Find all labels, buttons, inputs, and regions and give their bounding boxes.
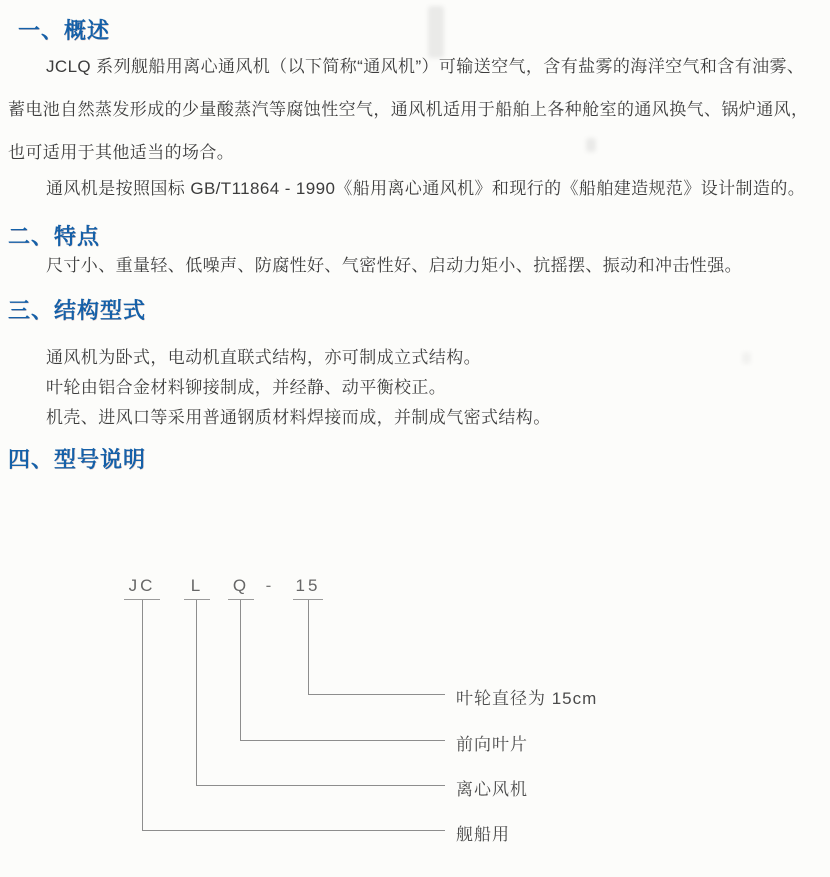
connector-line-15-horizontal <box>308 694 445 695</box>
connector-line-l-horizontal <box>196 785 445 786</box>
connector-line-q-horizontal <box>240 740 445 741</box>
model-code-part-15: 15 <box>293 576 323 600</box>
diagram-label-impeller-diameter: 叶轮直径为 15cm <box>456 689 598 708</box>
scan-artifact <box>586 138 596 152</box>
structure-item-3: 机壳、进风口等采用普通钢质材料焊接而成，并制成气密式结构。 <box>46 408 551 427</box>
diagram-label-centrifugal-fan: 离心风机 <box>456 780 528 799</box>
model-code-part-l: L <box>184 576 210 600</box>
section-heading-features: 二、特点 <box>8 224 101 249</box>
overview-paragraph-2: 通风机是按照国标 GB/T11864 - 1990《船用离心通风机》和现行的《船舶建造规范》设计制造的。 <box>46 179 806 198</box>
connector-line-15-vertical <box>308 600 309 694</box>
scan-artifact <box>428 6 444 58</box>
section-heading-structure: 三、结构型式 <box>8 298 147 323</box>
connector-line-jc-vertical <box>142 600 143 830</box>
model-code-diagram <box>0 560 830 877</box>
connector-line-l-vertical <box>196 600 197 785</box>
connector-line-q-vertical <box>240 600 241 740</box>
model-code-dash: - <box>265 576 275 595</box>
model-code-part-jc: JC <box>124 576 160 600</box>
model-code-part-q: Q <box>228 576 254 600</box>
section-heading-model: 四、型号说明 <box>8 447 147 472</box>
diagram-label-marine-use: 舰船用 <box>456 825 510 844</box>
connector-line-jc-horizontal <box>142 830 445 831</box>
diagram-label-forward-blade: 前向叶片 <box>456 735 528 754</box>
overview-paragraph-1: JCLQ 系列舰船用离心通风机（以下简称“通风机”）可输送空气，含有盐雾的海洋空气和含有油雾、蓄电池自然蒸发形成的少量酸蒸汽等腐蚀性空气，通风机适用于船舶上各种舱室的通风换气、锅炉通风，也可适用于其他适当的场合。 <box>8 57 809 162</box>
section-heading-overview: 一、概述 <box>18 18 111 43</box>
features-paragraph: 尺寸小、重量轻、低噪声、防腐性好、气密性好、启动力矩小、抗摇摆、振动和冲击性强。 <box>46 256 742 275</box>
structure-item-1: 通风机为卧式，电动机直联式结构，亦可制成立式结构。 <box>46 348 481 367</box>
scan-artifact <box>742 352 751 364</box>
structure-item-2: 叶轮由铝合金材料铆接制成，并经静、动平衡校正。 <box>46 378 447 397</box>
